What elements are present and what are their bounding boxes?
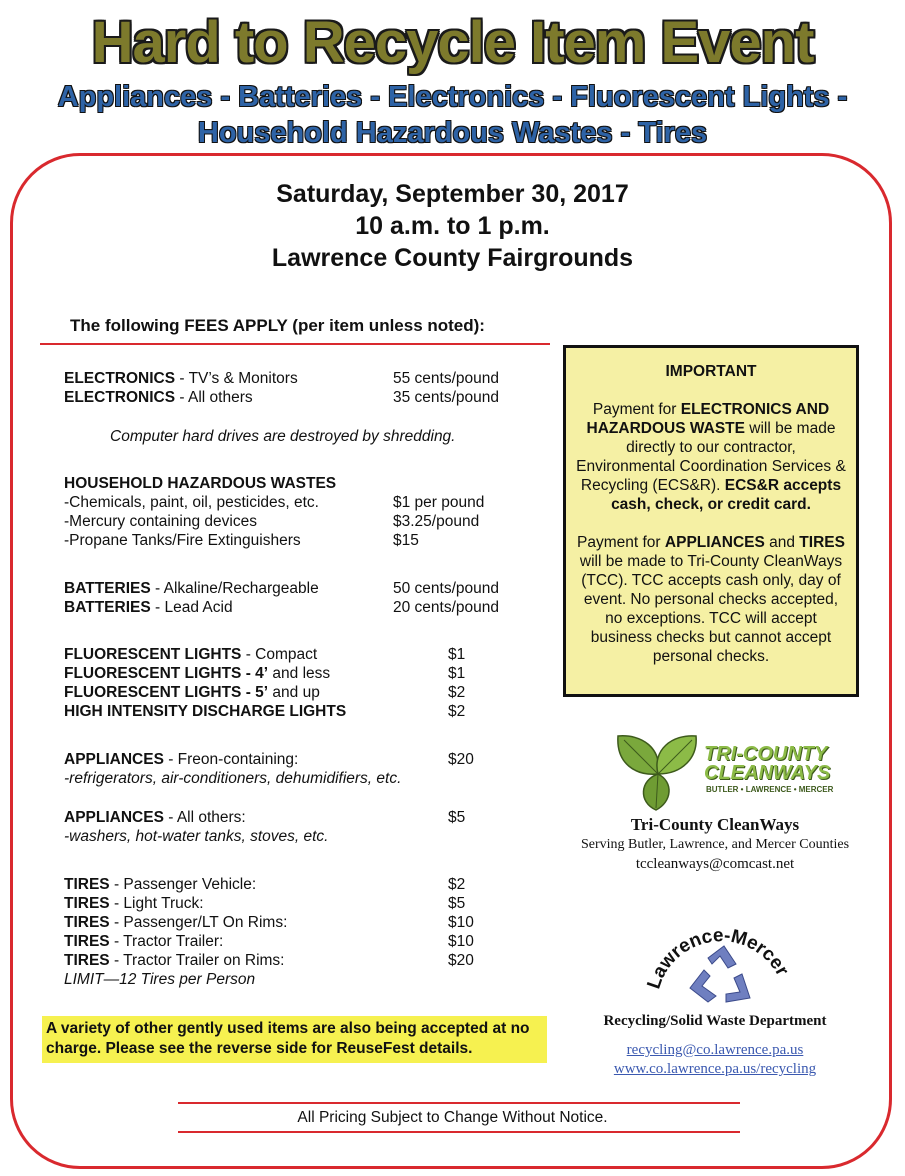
- fee-item-label: HIGH INTENSITY DISCHARGE LIGHTS: [64, 703, 347, 720]
- fee-item-label: -Chemicals, paint, oil, pesticides, etc.: [64, 494, 319, 511]
- fee-item-price: $15: [393, 532, 419, 549]
- event-time: 10 a.m. to 1 p.m.: [355, 212, 550, 240]
- event-location: Lawrence County Fairgrounds: [271, 244, 634, 272]
- important-electronics-payment: Payment for ELECTRONICS AND HAZARDOUS WASTE will be made directly to our contractor, Environmental Coordination Services & Recycling (ECS&R). ECS&R accepts cash, check, or credit card.: [576, 401, 846, 513]
- tcc-email: tccleanways@comcast.net: [635, 856, 795, 872]
- fee-item-price: $20: [448, 751, 474, 768]
- fee-item-label: -Mercury containing devices: [64, 513, 257, 530]
- tcc-logo-line1: TRI-COUNTY: [704, 743, 828, 765]
- fee-item-price: 50 cents/pound: [393, 580, 500, 597]
- fee-item-note: -washers, hot-water tanks, stoves, etc.: [64, 828, 329, 845]
- tcc-name: Tri-County CleanWays: [630, 815, 800, 834]
- fee-item-note: -refrigerators, air-conditioners, dehumidifiers, etc.: [64, 770, 402, 787]
- fees-heading: The following FEES APPLY (per item unless noted):: [70, 316, 485, 335]
- page-title: Hard to Recycle Item Event: [91, 10, 814, 75]
- fee-item-price: $5: [448, 809, 466, 826]
- recycle-icon: [646, 916, 796, 1016]
- tcc-logo-line3: BUTLER • LAWRENCE • MERCER: [706, 785, 834, 794]
- fee-item-price: $2: [448, 703, 466, 720]
- tcc-logo: [612, 730, 834, 812]
- fees-divider: [40, 343, 550, 345]
- fee-item-price: $10: [448, 914, 474, 931]
- lm-email-link[interactable]: recycling@co.lawrence.pa.us: [626, 1042, 804, 1058]
- lm-department: Recycling/Solid Waste Department: [603, 1013, 827, 1029]
- event-date: Saturday, September 30, 2017: [276, 180, 629, 208]
- important-title: IMPORTANT: [665, 363, 757, 380]
- fee-item-label: BATTERIES - Lead Acid: [64, 599, 233, 616]
- fee-item-label: TIRES - Tractor Trailer:: [64, 933, 224, 950]
- fee-item-label: FLUORESCENT LIGHTS - 4’ and less: [64, 665, 331, 682]
- important-notice: [563, 345, 859, 697]
- fee-item-price: $1: [448, 646, 466, 663]
- subtitle-line-2: Household Hazardous Wastes - Tires: [197, 117, 708, 149]
- pricing-notice: All Pricing Subject to Change Without Notice.: [297, 1109, 608, 1126]
- lawrence-mercer-logo: [646, 916, 796, 1016]
- fee-item-price: $2: [448, 684, 466, 701]
- hhw-heading: HOUSEHOLD HAZARDOUS WASTES: [64, 475, 337, 492]
- fee-item-price: $2: [448, 876, 466, 893]
- fee-item-price: 35 cents/pound: [393, 389, 500, 406]
- fee-item-price: $1 per pound: [393, 494, 485, 511]
- reuse-note: A variety of other gently used items are also being accepted at no charge. Please see the reverse side for ReuseFest details.: [42, 1016, 547, 1063]
- subtitle-line-1: Appliances - Batteries - Electronics - Fluorescent Lights -: [57, 81, 848, 113]
- fee-item-price: $5: [448, 895, 466, 912]
- footer-top-rule: [178, 1102, 740, 1104]
- fee-item-label: -Propane Tanks/Fire Extinguishers: [64, 532, 301, 549]
- fee-item-price: $20: [448, 952, 474, 969]
- fee-item-price: 55 cents/pound: [393, 370, 500, 387]
- tires-limit: LIMIT—12 Tires per Person: [64, 971, 256, 988]
- fee-item-price: $10: [448, 933, 474, 950]
- fee-item-label: TIRES - Passenger Vehicle:: [64, 876, 257, 893]
- fee-item-label: TIRES - Tractor Trailer on Rims:: [64, 952, 285, 969]
- lm-logo-text: awrence-Mercer: [648, 925, 793, 982]
- tcc-logo-line2: CLEANWAYS: [704, 762, 831, 784]
- fee-item-label: TIRES - Light Truck:: [64, 895, 204, 912]
- fee-item-label: ELECTRONICS - TV’s & Monitors: [64, 370, 298, 387]
- tcc-serving: Serving Butler, Lawrence, and Mercer Counties: [580, 837, 850, 852]
- lm-website-link[interactable]: www.co.lawrence.pa.us/recycling: [613, 1061, 817, 1077]
- fee-item-label: APPLIANCES - Freon-containing:: [64, 751, 299, 768]
- footer-bottom-rule: [178, 1131, 740, 1133]
- important-appliances-payment: Payment for APPLIANCES and TIRES will be made to Tri-County CleanWays (TCC). TCC accepts cash only, day of event. No personal checks accepted, no exceptions. TCC will accept business checks but cannot accept personal checks.: [577, 534, 845, 665]
- fee-item-price: $3.25/pound: [393, 513, 480, 530]
- fee-item-label: FLUORESCENT LIGHTS - Compact: [64, 646, 318, 663]
- fee-item-label: FLUORESCENT LIGHTS - 5’ and up: [64, 684, 320, 701]
- fee-item-label: ELECTRONICS - All others: [64, 389, 253, 406]
- fee-item-price: 20 cents/pound: [393, 599, 500, 616]
- electronics-note: Computer hard drives are destroyed by shredding.: [110, 428, 456, 445]
- fee-item-label: TIRES - Passenger/LT On Rims:: [64, 914, 288, 931]
- fee-item-label: APPLIANCES - All others:: [64, 809, 246, 826]
- fee-item-label: BATTERIES - Alkaline/Rechargeable: [64, 580, 319, 597]
- fee-item-price: $1: [448, 665, 466, 682]
